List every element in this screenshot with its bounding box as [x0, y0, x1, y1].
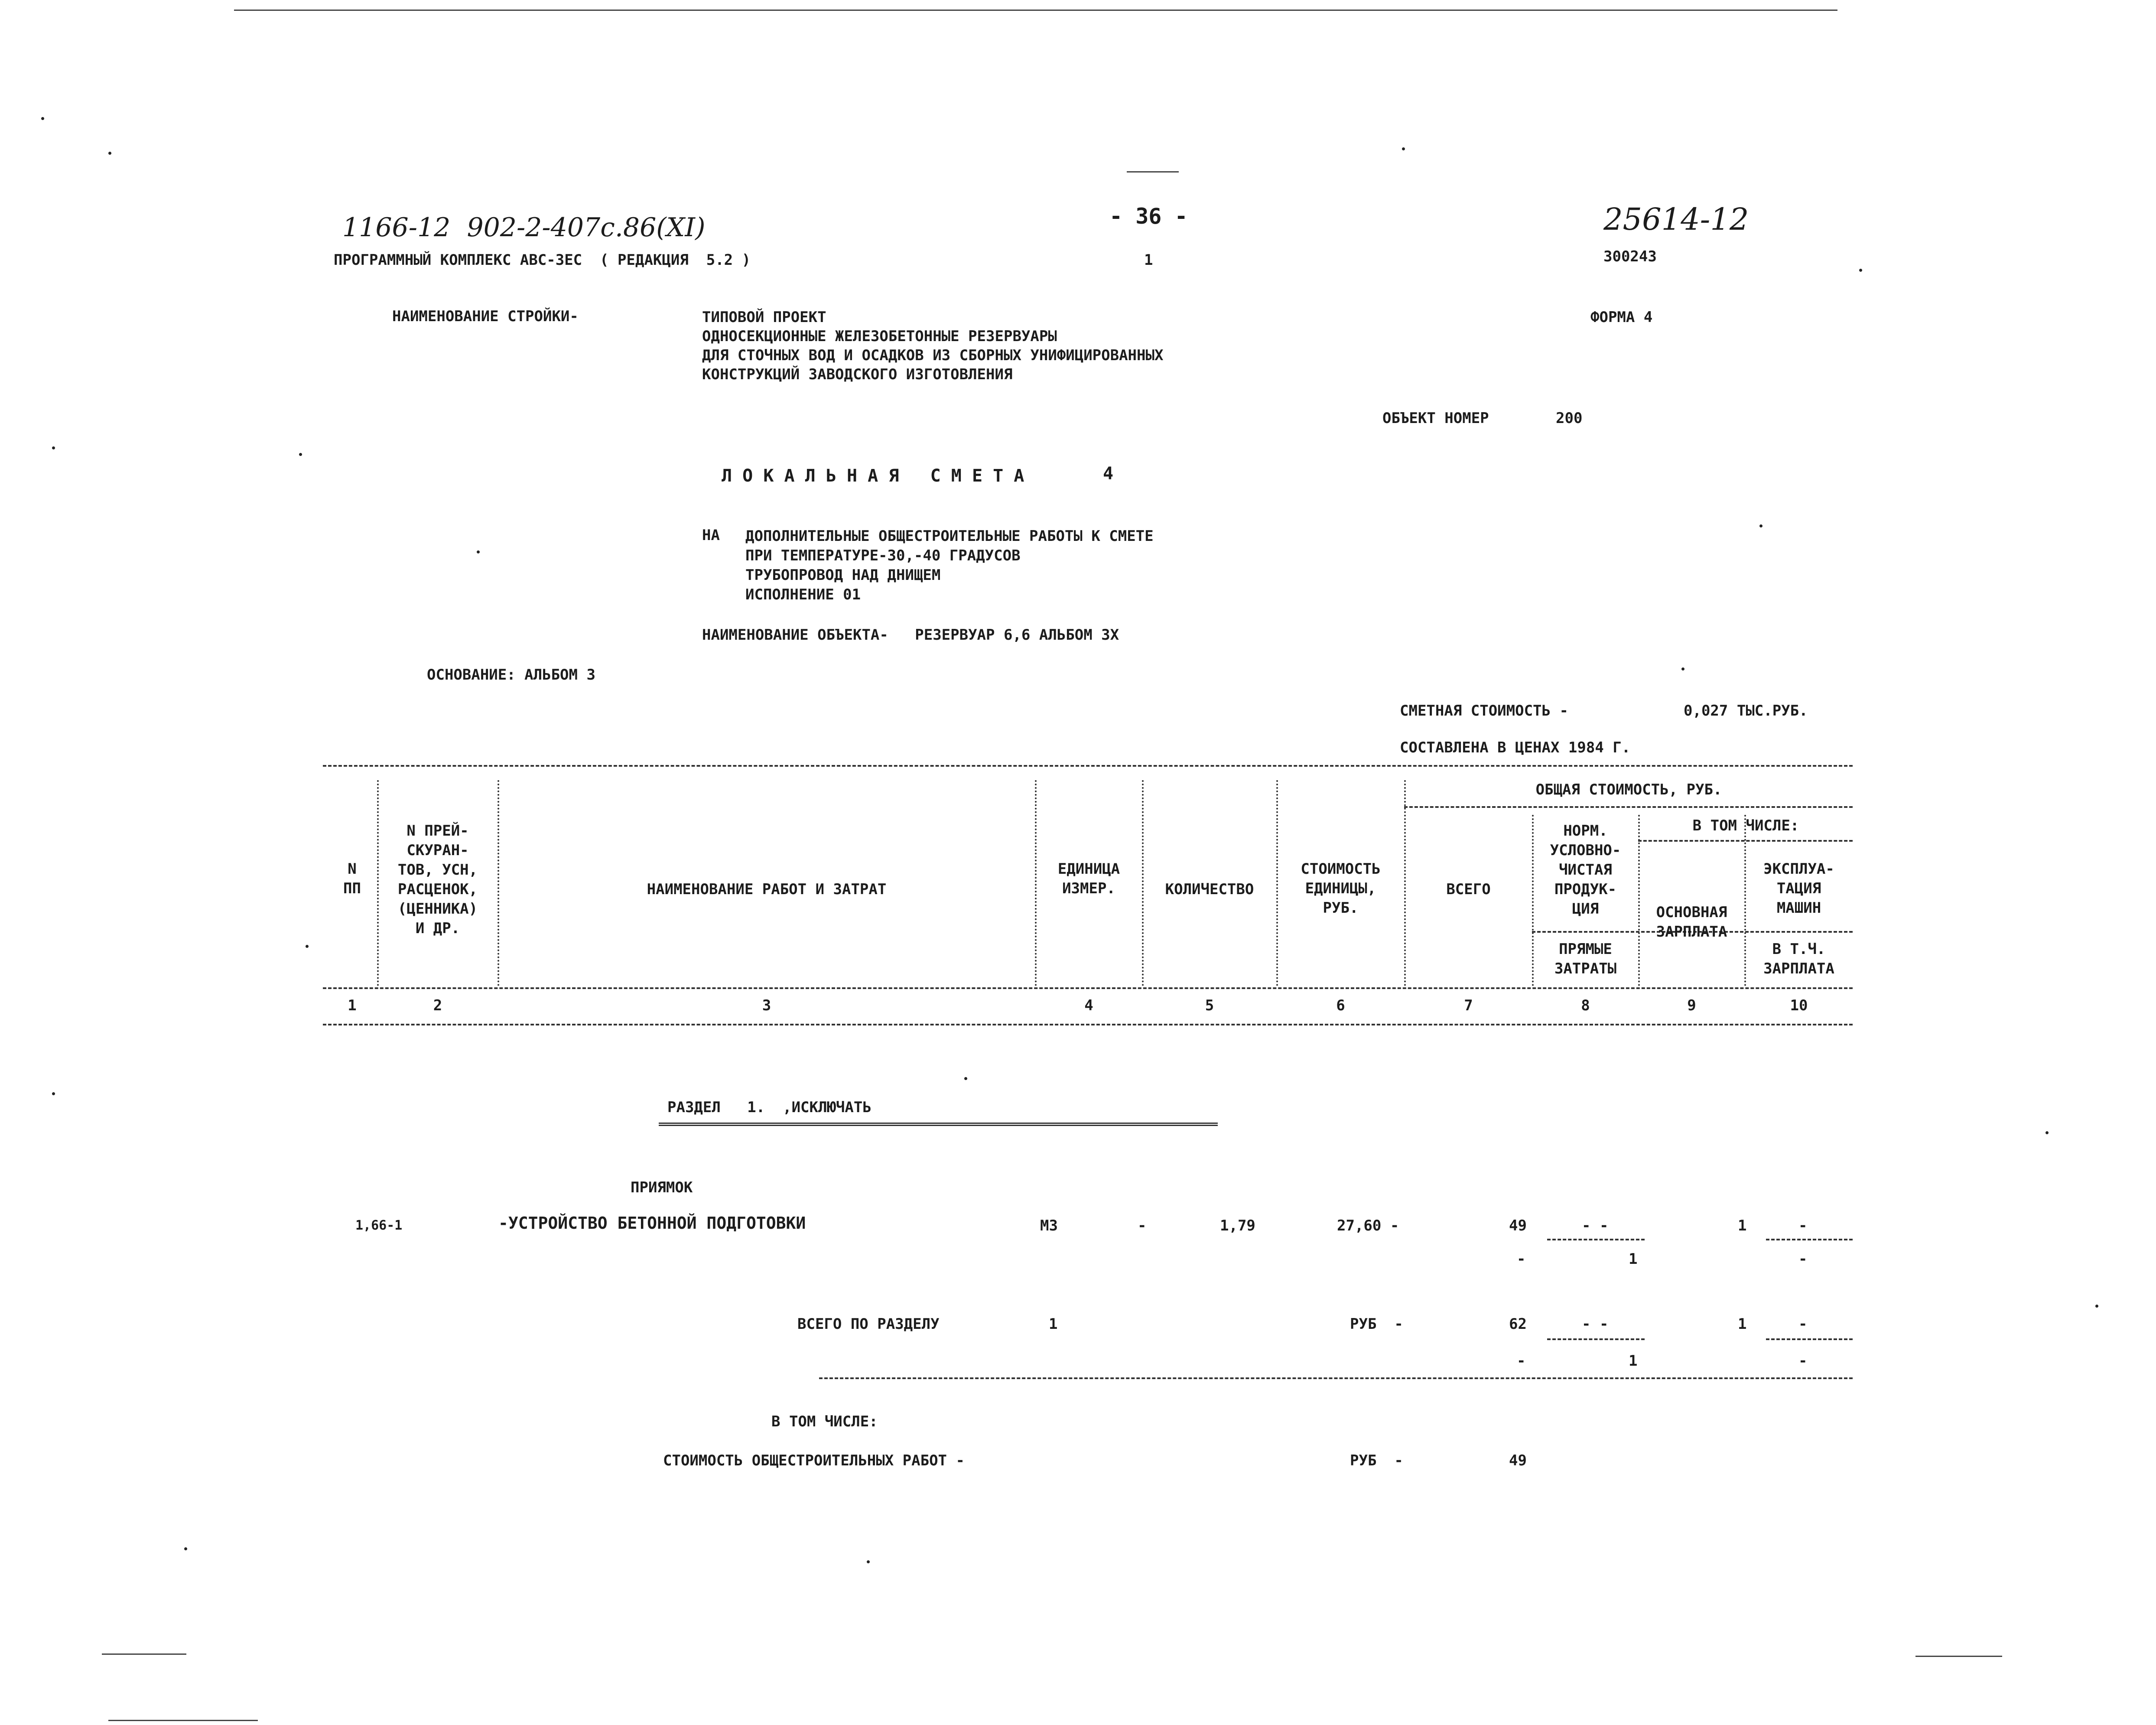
including-label: В ТОМ ЧИСЛЕ: [771, 1413, 878, 1430]
scan-speck [867, 1560, 870, 1563]
basis: ОСНОВАНИЕ: АЛЬБОМ 3 [427, 666, 595, 683]
scan-speck [108, 152, 111, 155]
page-number: - 36 - [1109, 204, 1188, 229]
item-norm: - - [1582, 1217, 1609, 1234]
column-number: 3 [762, 997, 771, 1014]
estimate-heading: Л О К А Л Ь Н А Я С М Е Т А [722, 466, 1024, 486]
program-line: ПРОГРАММНЫЙ КОМПЛЕКС АВС-3ЕС ( РЕДАКЦИЯ 5.2 ) [334, 251, 751, 269]
estimate-subject-line: ТРУБОПРОВОД НАД ДНИЩЕМ [745, 566, 941, 584]
object-number-label: ОБЪЕКТ НОМЕР [1382, 410, 1489, 427]
header-direct-costs: ПРЯМЫЕ ЗАТРАТЫ [1554, 941, 1617, 977]
scan-speck [184, 1547, 187, 1550]
table-top-rule [323, 765, 1853, 767]
header-bottom-rule [323, 987, 1853, 989]
section-total-machines-under: - [1798, 1352, 1808, 1370]
estimate-subject-line: ИСПОЛНЕНИЕ 01 [745, 586, 861, 603]
scan-mark [102, 1653, 186, 1655]
header-code: N ПРЕЙ- СКУРАН- ТОВ, УСН, РАСЦЕНОК, (ЦЕННИКА) И ДР. [397, 822, 478, 937]
item-machines-dash: - [1798, 1217, 1808, 1234]
construction-line: ТИПОВОЙ ПРОЕКТ [702, 309, 826, 326]
scan-speck [52, 446, 55, 449]
item-machines-rule [1766, 1239, 1853, 1240]
scan-speck [964, 1077, 967, 1080]
section-total-norm-under: - [1517, 1352, 1526, 1370]
column-numbers-rule [323, 1024, 1853, 1025]
scan-mark [1915, 1656, 2002, 1657]
item-unit-dash: - [1138, 1217, 1147, 1234]
group-header-rule [1404, 806, 1853, 808]
column-number: 7 [1464, 997, 1473, 1014]
estimate-number: 4 [1103, 464, 1114, 484]
general-works-value: 49 [1509, 1452, 1527, 1469]
column-number: 5 [1205, 997, 1214, 1014]
construction-line: ДЛЯ СТОЧНЫХ ВОД И ОСАДКОВ ИЗ СБОРНЫХ УНИФИЦИРОВАННЫХ [702, 347, 1164, 364]
general-works-label: СТОИМОСТЬ ОБЩЕСТРОИТЕЛЬНЫХ РАБОТ - [663, 1452, 965, 1469]
column-number: 6 [1336, 997, 1345, 1014]
section-total-unit: РУБ - [1350, 1315, 1403, 1333]
column-number: 4 [1084, 997, 1093, 1014]
section-total-value: 62 [1509, 1315, 1527, 1333]
estimate-subject-line: ДОПОЛНИТЕЛЬНЫЕ ОБЩЕСТРОИТЕЛЬНЫЕ РАБОТЫ К СМЕТЕ [745, 527, 1154, 545]
estimated-cost-label: СМЕТНАЯ СТОИМОСТЬ - [1400, 702, 1568, 719]
column-number: 1 [348, 997, 357, 1014]
estimate-subject-line: ПРИ ТЕМПЕРАТУРЕ-30,-40 ГРАДУСОВ [745, 547, 1021, 564]
header-machines: ЭКСПЛУА- ТАЦИЯ МАШИН [1763, 860, 1834, 917]
estimate-subject [745, 527, 1154, 605]
scan-speck [477, 550, 480, 553]
item-total: 49 [1509, 1217, 1527, 1234]
item-name: -УСТРОЙСТВО БЕТОННОЙ ПОДГОТОВКИ [498, 1214, 806, 1233]
header-machines-salary: В Т.Ч. ЗАРПЛАТА [1763, 941, 1834, 977]
price-basis: СОСТАВЛЕНА В ЦЕНАХ 1984 Г. [1400, 739, 1631, 756]
scan-top-line [234, 10, 1837, 11]
item-machines-under: - [1798, 1250, 1808, 1268]
construction-label: НАИМЕНОВАНИЕ СТРОЙКИ- [392, 308, 579, 325]
header-total-group: ОБЩАЯ СТОИМОСТЬ, РУБ. [1535, 781, 1722, 798]
section-total-machines-rule [1766, 1338, 1853, 1340]
item-unit: М3 [1040, 1217, 1058, 1234]
section-total-bottom-rule [819, 1377, 1853, 1379]
section-total-machines: 1 [1738, 1315, 1747, 1333]
column-number: 2 [433, 997, 442, 1014]
page-index: 1 [1144, 251, 1153, 269]
item-code: 1,66-1 [355, 1218, 403, 1233]
header-name: НАИМЕНОВАНИЕ РАБОТ И ЗАТРАТ [647, 881, 887, 898]
header-qty: КОЛИЧЕСТВО [1165, 881, 1254, 898]
header-unit: ЕДИНИЦА ИЗМЕР. [1057, 860, 1120, 897]
item-direct-costs: 1 [1629, 1250, 1638, 1268]
general-works-unit: РУБ - [1350, 1452, 1403, 1469]
section-total-machines-dash: - [1798, 1315, 1808, 1333]
header-total: ВСЕГО [1446, 881, 1491, 898]
item-split-rule [1547, 1239, 1645, 1240]
estimated-cost-value: 0,027 ТЫС.РУБ. [1684, 702, 1808, 719]
scan-speck [2095, 1305, 2098, 1308]
header-norm: НОРМ. УСЛОВНО- ЧИСТАЯ ПРОДУК- ЦИЯ [1550, 822, 1621, 918]
header-including: В ТОМ ЧИСЛЕ: [1692, 817, 1799, 834]
item-norm-under: - [1517, 1250, 1526, 1268]
section-title-underline [659, 1123, 1218, 1126]
header-unit-cost: СТОИМОСТЬ ЕДИНИЦЫ, РУБ. [1301, 860, 1381, 917]
construction-line: КОНСТРУКЦИЙ ЗАВОДСКОГО ИЗГОТОВЛЕНИЯ [702, 366, 1013, 383]
scan-speck [1859, 269, 1862, 272]
column-divider [377, 780, 379, 986]
scan-speck [41, 117, 44, 120]
scan-speck [1759, 524, 1763, 527]
scan-speck [52, 1092, 55, 1095]
section-total-label: ВСЕГО ПО РАЗДЕЛУ [797, 1315, 940, 1333]
scan-speck [299, 453, 302, 456]
section-total-direct-costs: 1 [1629, 1352, 1638, 1370]
item-qty: 1,79 [1220, 1217, 1255, 1234]
column-number: 10 [1790, 997, 1808, 1014]
handwritten-reference-right: 25614-12 [1603, 202, 1749, 237]
scan-speck [1402, 147, 1405, 150]
scan-speck [2045, 1131, 2049, 1134]
scan-speck [1681, 667, 1684, 670]
item-machines: 1 [1738, 1217, 1747, 1234]
header-num: N ПП [343, 860, 361, 897]
form-label: ФОРМА 4 [1590, 309, 1653, 326]
object-number: 200 [1556, 410, 1583, 427]
scan-mark [1127, 171, 1179, 172]
object-name: НАИМЕНОВАНИЕ ОБЪЕКТА- РЕЗЕРВУАР 6,6 АЛЬБОМ 3Х [702, 626, 1119, 644]
column-number: 9 [1687, 997, 1696, 1014]
section-title: РАЗДЕЛ 1. ,ИСКЛЮЧАТЬ [667, 1099, 872, 1116]
group-sub-rule [1638, 840, 1853, 842]
item-unit-cost: 27,60 - [1337, 1217, 1399, 1234]
header-base-salary: ОСНОВНАЯ ЗАРПЛАТА [1656, 904, 1727, 941]
column-number: 8 [1581, 997, 1590, 1014]
handwritten-reference-left: 1166-12 902-2-407c.86(XI) [342, 212, 706, 243]
estimate-on-label: НА [702, 527, 720, 544]
construction-lines [702, 308, 1163, 384]
document-code: 300243 [1603, 248, 1657, 265]
section-total-norm: - - [1582, 1315, 1609, 1333]
scan-mark [108, 1720, 258, 1721]
section-subtitle: ПРИЯМОК [631, 1179, 693, 1196]
section-total-number: 1 [1049, 1315, 1058, 1333]
scan-speck [306, 945, 309, 948]
construction-line: ОДНОСЕКЦИОННЫЕ ЖЕЛЕЗОБЕТОННЫЕ РЕЗЕРВУАРЫ [702, 328, 1057, 345]
section-total-split-rule [1547, 1338, 1645, 1340]
